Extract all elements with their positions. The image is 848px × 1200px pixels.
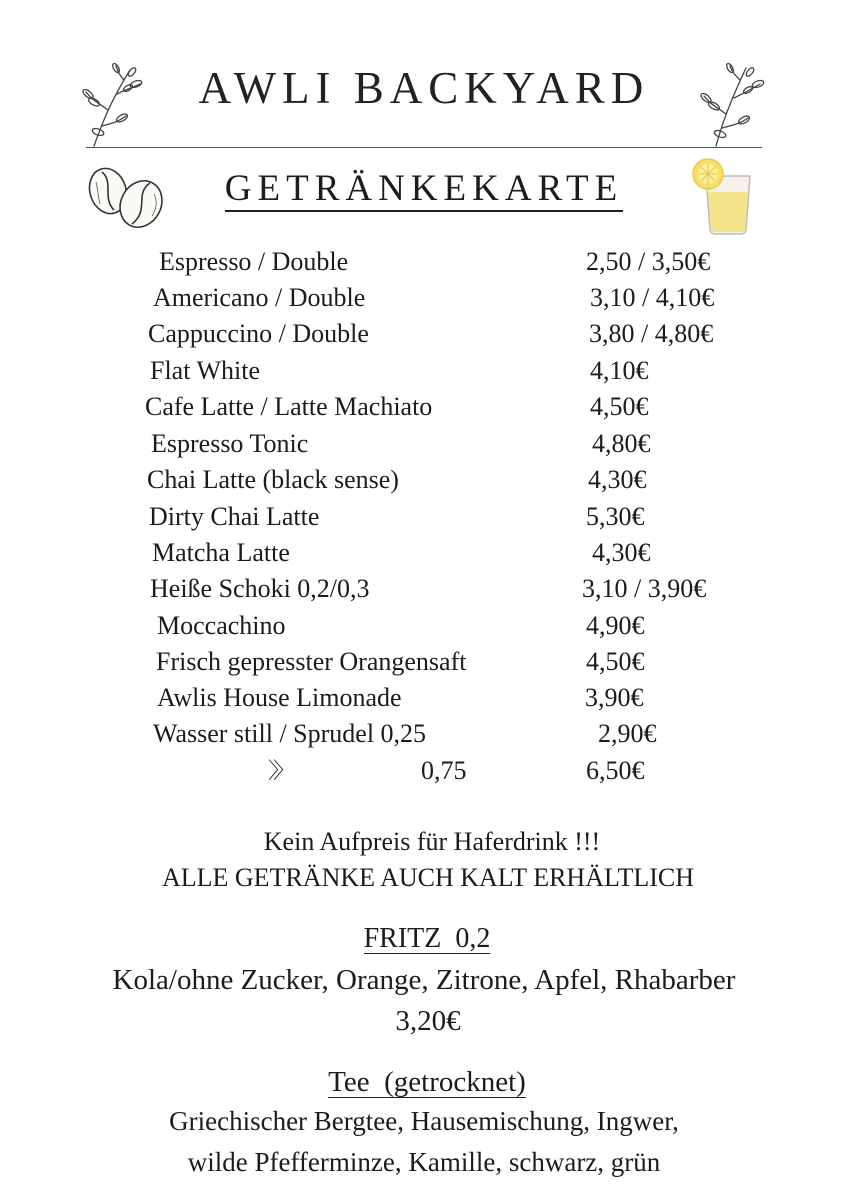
menu-item-name: Moccachino	[157, 611, 286, 640]
menu-item-price: 4,10€	[590, 356, 649, 385]
menu-item-name: Cappuccino / Double	[148, 319, 369, 348]
menu-item-name: Flat White	[150, 356, 261, 385]
menu-item-name: Cafe Latte / Latte Machiato	[145, 392, 433, 421]
menu-item-price: 4,50€	[586, 647, 645, 676]
cafe-title: AWLI BACKYARD	[198, 63, 650, 113]
leaf-sprig-icon	[80, 62, 146, 148]
menu-item-price: 2,90€	[598, 719, 657, 748]
menu-item-price: 4,50€	[590, 392, 649, 421]
fritz-heading-text: FRITZ 0,2	[363, 923, 491, 954]
menu-item-price: 6,50€	[586, 756, 645, 785]
menu-item-price: 3,10 / 3,90€	[582, 574, 707, 603]
menu-item-name: Espresso / Double	[159, 247, 349, 276]
menu-item-name: Dirty Chai Latte	[149, 502, 320, 531]
menu-item-price: 3,10 / 4,10€	[590, 283, 715, 312]
menu-item-name: Americano / Double	[153, 283, 366, 312]
oat-milk-note: Kein Aufpreis für Haferdrink !!!	[263, 827, 601, 856]
menu-heading-text: GETRÄNKEKARTE	[225, 170, 623, 212]
menu-item-price: 4,90€	[586, 611, 645, 640]
menu-item-name: Espresso Tonic	[151, 429, 309, 458]
tea-varieties-line2: wilde Pfefferminze, Kamille, schwarz, grün	[187, 1147, 661, 1177]
fritz-price: 3,20€	[395, 1005, 461, 1037]
menu-item-name: Chai Latte (black sense)	[147, 465, 399, 494]
cold-drinks-note: ALLE GETRÄNKE AUCH KALT ERHÄLTLICH	[161, 863, 695, 892]
menu-item-name: Heiße Schoki 0,2/0,3	[150, 574, 370, 603]
menu-item-price: 4,30€	[588, 465, 647, 494]
menu-item-price: 3,90€	[585, 683, 644, 712]
menu-item-price: 5,30€	[586, 502, 645, 531]
menu-item-price: 2,50 / 3,50€	[586, 247, 711, 276]
menu-item-name: Wasser still / Sprudel 0,25	[153, 719, 427, 748]
tea-heading	[0, 1065, 848, 1099]
menu-item-price: 4,30€	[592, 538, 651, 567]
menu-item-name: Matcha Latte	[152, 538, 290, 567]
menu-item-size: 0,75	[421, 756, 467, 785]
fritz-heading	[0, 922, 848, 956]
header-divider	[86, 147, 762, 148]
leaf-sprig-icon	[700, 62, 766, 148]
lemonade-glass-icon	[686, 156, 762, 236]
menu-item-price: 3,80 / 4,80€	[589, 319, 714, 348]
ditto-mark: 〉〉	[268, 758, 290, 783]
fritz-flavors: Kola/ohne Zucker, Orange, Zitrone, Apfel, Rhabarber	[112, 964, 736, 996]
menu-item-name: Awlis House Limonade	[157, 683, 402, 712]
tea-heading-text: Tee (getrocknet)	[328, 1066, 526, 1098]
menu-item-name: Frisch gepresster Orangensaft	[156, 647, 467, 676]
tea-varieties-line1: Griechischer Bergtee, Hausemischung, Ingwer,	[169, 1106, 679, 1136]
menu-item-price: 4,80€	[592, 429, 651, 458]
